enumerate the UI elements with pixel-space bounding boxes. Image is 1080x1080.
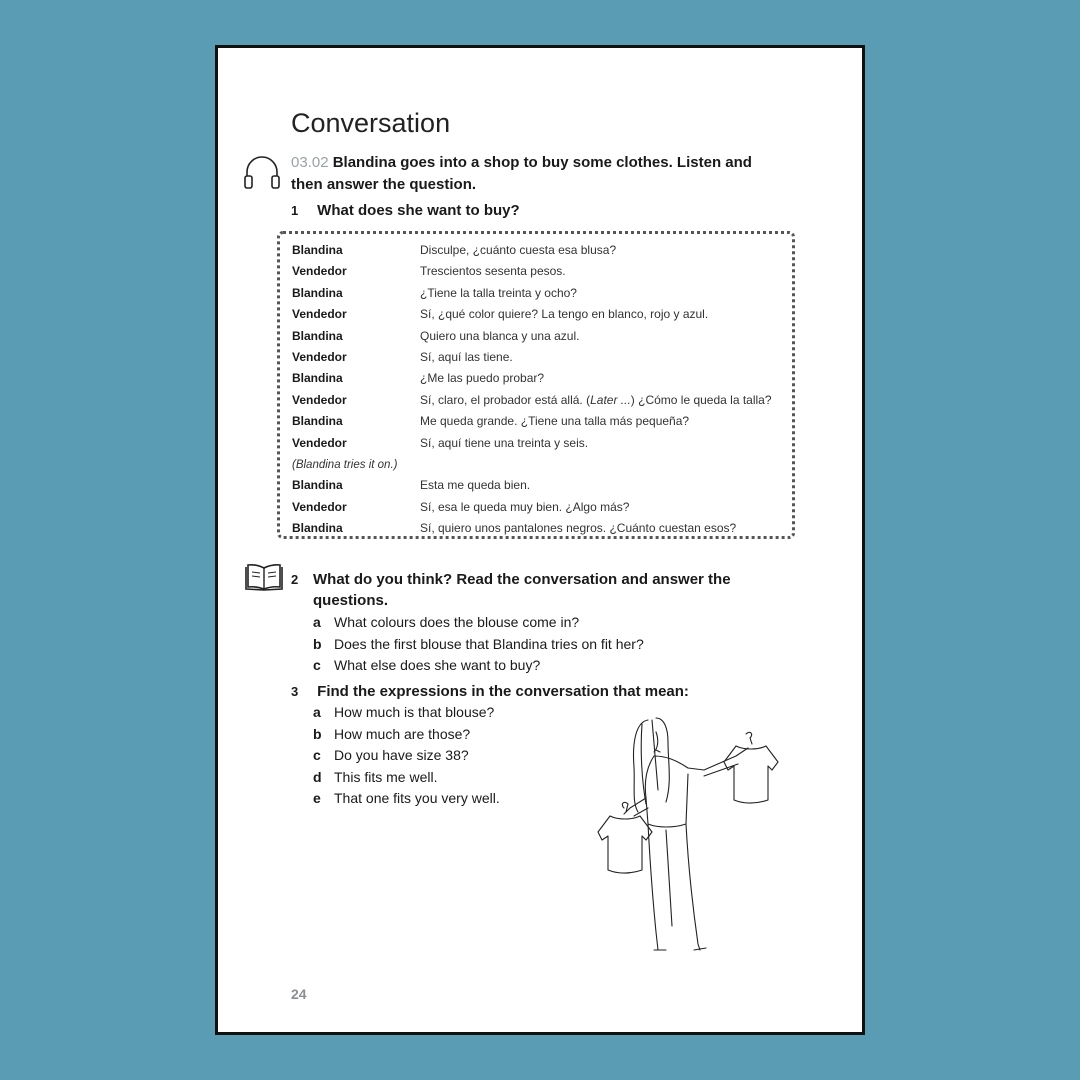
dialogue-line bbox=[292, 347, 792, 368]
speech: ¿Me las puedo probar? bbox=[420, 371, 545, 386]
dialogue-line bbox=[292, 518, 792, 539]
list-item bbox=[313, 788, 500, 810]
question-number: 3 bbox=[291, 684, 299, 699]
list-item bbox=[313, 655, 644, 677]
dialogue-box bbox=[277, 231, 795, 539]
speech: Sí, aquí tiene una treinta y seis. bbox=[420, 435, 589, 450]
dialogue-line bbox=[292, 497, 792, 518]
question-number: 2 bbox=[291, 572, 299, 587]
item-letter: a bbox=[313, 704, 321, 720]
speech: Me queda grande. ¿Tiene una talla más pequeña? bbox=[420, 414, 690, 429]
intro-text: Blandina goes into a shop to buy some clothes. Listen and then answer the question. bbox=[291, 154, 752, 193]
speech-part: Sí, claro, el probador está allá. ( bbox=[420, 392, 591, 407]
dialogue-line bbox=[292, 283, 792, 304]
dialogue-line bbox=[292, 240, 792, 261]
audio-track-number[interactable]: 03.02 bbox=[291, 154, 329, 171]
speaker: Vendedor bbox=[292, 349, 347, 364]
speaker: Blandina bbox=[292, 285, 343, 300]
speech: Sí, esa le queda muy bien. ¿Algo más? bbox=[420, 499, 630, 514]
speaker: Blandina bbox=[292, 328, 343, 343]
item-letter: b bbox=[313, 635, 322, 652]
item-text: What colours does the blouse come in? bbox=[334, 614, 580, 630]
dialogue-line bbox=[292, 475, 792, 496]
question-number: 1 bbox=[291, 203, 299, 218]
item-text: That one fits you very well. bbox=[334, 790, 500, 806]
speaker: Vendedor bbox=[292, 264, 347, 279]
item-letter: a bbox=[313, 614, 321, 630]
speaker: Vendedor bbox=[292, 499, 347, 514]
speech: ¿Tiene la talla treinta y ocho? bbox=[420, 285, 577, 300]
question-3 bbox=[291, 681, 689, 702]
page-title: Conversation bbox=[291, 108, 451, 138]
item-letter: e bbox=[313, 790, 321, 806]
speech: Sí, quiero unos pantalones negros. ¿Cuánto cuestan esos? bbox=[420, 521, 737, 536]
question-2-items bbox=[313, 612, 644, 677]
question-1 bbox=[291, 200, 520, 221]
item-text: Do you have size 38? bbox=[334, 747, 469, 763]
question-text: Find the expressions in the conversation that mean: bbox=[317, 683, 689, 700]
item-text: How much is that blouse? bbox=[334, 704, 495, 720]
item-text: What else does she want to buy? bbox=[334, 657, 541, 673]
dialogue-line bbox=[292, 411, 792, 432]
speech: Sí, aquí las tiene. bbox=[420, 349, 513, 364]
speech: Esta me queda bien. bbox=[420, 478, 531, 493]
speaker: Blandina bbox=[292, 371, 343, 386]
dialogue-line bbox=[292, 261, 792, 282]
dialogue-line bbox=[292, 368, 792, 389]
item-text: This fits me well. bbox=[334, 768, 438, 785]
item-text: Does the first blouse that Blandina tries on fit her? bbox=[334, 635, 644, 652]
speech: Sí, ¿qué color quiere? La tengo en blanco, rojo y azul. bbox=[420, 307, 709, 322]
headphones-icon bbox=[242, 152, 282, 192]
list-item bbox=[313, 724, 500, 746]
item-letter: d bbox=[313, 768, 322, 785]
page-number: 24 bbox=[291, 986, 307, 1002]
speaker: Vendedor bbox=[292, 435, 347, 450]
list-item bbox=[313, 767, 500, 789]
speaker: Vendedor bbox=[292, 392, 347, 407]
dialogue-line bbox=[292, 390, 792, 411]
item-letter: c bbox=[313, 747, 321, 763]
dialogue-line bbox=[292, 326, 792, 347]
list-item bbox=[313, 702, 500, 724]
textbook-page bbox=[215, 45, 865, 1035]
speaker: Blandina bbox=[292, 414, 343, 429]
stage-direction-text: (Blandina tries it on.) bbox=[292, 458, 398, 471]
question-text: What does she want to buy? bbox=[317, 202, 520, 219]
list-item bbox=[313, 612, 644, 634]
speech: Quiero una blanca y una azul. bbox=[420, 328, 580, 343]
item-letter: c bbox=[313, 657, 321, 673]
item-letter: b bbox=[313, 725, 322, 742]
speech: Disculpe, ¿cuánto cuesta esa blusa? bbox=[420, 243, 617, 257]
question-3-items bbox=[313, 702, 500, 810]
speaker: Blandina bbox=[292, 521, 343, 536]
list-item bbox=[313, 634, 644, 656]
list-item bbox=[313, 745, 500, 767]
woman-holding-blouses-illustration bbox=[596, 712, 796, 962]
stage-direction bbox=[292, 454, 792, 475]
speaker: Vendedor bbox=[292, 307, 347, 322]
speech: Trescientos sesenta pesos. bbox=[420, 264, 566, 279]
listening-instructions bbox=[291, 152, 781, 196]
dialogue-line bbox=[292, 304, 792, 325]
speech-aside: Later ... bbox=[590, 392, 631, 407]
speech-part: ) ¿Cómo le queda la talla? bbox=[630, 392, 772, 407]
speech bbox=[420, 393, 772, 407]
speaker: Blandina bbox=[292, 478, 343, 493]
book-icon bbox=[244, 563, 284, 593]
dialogue-line bbox=[292, 433, 792, 454]
question-text: What do you think? Read the conversation and answer the questions. bbox=[313, 571, 731, 609]
speaker: Blandina bbox=[292, 243, 343, 257]
question-2 bbox=[291, 569, 761, 611]
item-text: How much are those? bbox=[334, 725, 471, 742]
